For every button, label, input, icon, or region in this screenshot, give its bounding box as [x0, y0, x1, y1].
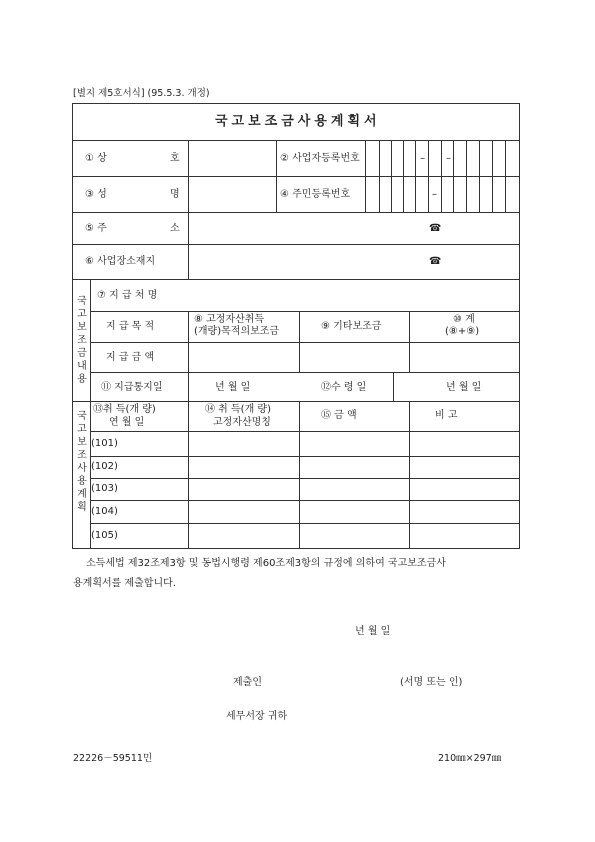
resident-no-label: ④ 주민등록번호	[280, 189, 351, 200]
received-date-label: ⑫수 령 일	[321, 382, 367, 393]
phone-icon: ☎	[429, 223, 442, 234]
dash: –	[420, 153, 425, 164]
grant-usage-form	[72, 103, 520, 549]
footer-code: 22226－59511민	[73, 753, 153, 764]
acq-date-header: ⑬취 득(개 량)	[93, 404, 156, 415]
company-label: ① 상	[85, 153, 107, 164]
fixed-assets-label-2: (개량)목적의보조금	[194, 326, 280, 337]
plan-row-101: (101)	[91, 438, 118, 449]
remarks-header: 비 고	[435, 410, 458, 421]
address-label: ⑤ 주	[85, 223, 107, 234]
plan-row-102: (102)	[91, 461, 118, 472]
name-label-tail: 명	[170, 189, 180, 200]
addressee: 세무서장 귀하	[226, 711, 288, 722]
total-label: ⑩ 계	[453, 314, 475, 325]
total-label-2: (⑧+⑨)	[445, 326, 480, 337]
date-line: 년 월 일	[355, 626, 391, 637]
signature-note: (서명 또는 인)	[400, 677, 463, 688]
asset-name-header-2: 고정자산명칭	[213, 417, 271, 428]
purpose-label: 지 급 목 적	[106, 321, 155, 332]
plan-amount-header: ⑮ 금 액	[321, 410, 357, 421]
form-title: 국고보조금사용계획서	[215, 114, 381, 129]
amount-label: 지 급 금 액	[106, 352, 155, 363]
declaration-text-2: 용계획서를 제출합니다.	[73, 578, 176, 589]
asset-name-header: ⑭ 취 득(개 량)	[205, 404, 271, 415]
form-number-note: [별지 제5호서식] (95.5.3. 개정)	[73, 88, 210, 99]
paper-size: 210㎜×297㎜	[438, 753, 502, 764]
declaration-text: 소득세법 제32조제3항 및 동법시행령 제60조제3항의 규정에 의하여 국고보조금사	[86, 558, 446, 569]
submitter-label: 제출인	[233, 677, 262, 688]
acq-date-header-2: 연 월 일	[109, 417, 145, 428]
plan-row-104: (104)	[91, 506, 118, 517]
company-label-tail: 호	[170, 153, 180, 164]
grant-section-label: 국 고 보 조 금 내 용	[77, 296, 87, 385]
dash: –	[446, 153, 451, 164]
phone-icon: ☎	[429, 256, 442, 267]
dash: –	[432, 189, 437, 200]
address-label-tail: 소	[170, 223, 180, 234]
plan-section-label: 국 고 보 조 사 용 계 획	[77, 411, 87, 513]
payer-label: ⑦ 지 급 처 명	[97, 290, 158, 301]
plan-row-103: (103)	[91, 483, 118, 494]
fixed-assets-label: ⑧ 고정자산취득	[194, 314, 265, 325]
notice-date-value: 년 월 일	[215, 382, 251, 393]
plan-row-105: (105)	[91, 530, 118, 541]
other-grant-label: ⑨ 기타보조금	[321, 321, 382, 332]
name-label: ③ 성	[85, 189, 107, 200]
received-date-value: 년 월 일	[446, 382, 482, 393]
business-place-label: ⑥ 사업장소재지	[85, 256, 156, 267]
notice-date-label: ⑪ 지급통지일	[101, 382, 163, 393]
biz-reg-label: ② 사업자등록번호	[280, 153, 360, 164]
